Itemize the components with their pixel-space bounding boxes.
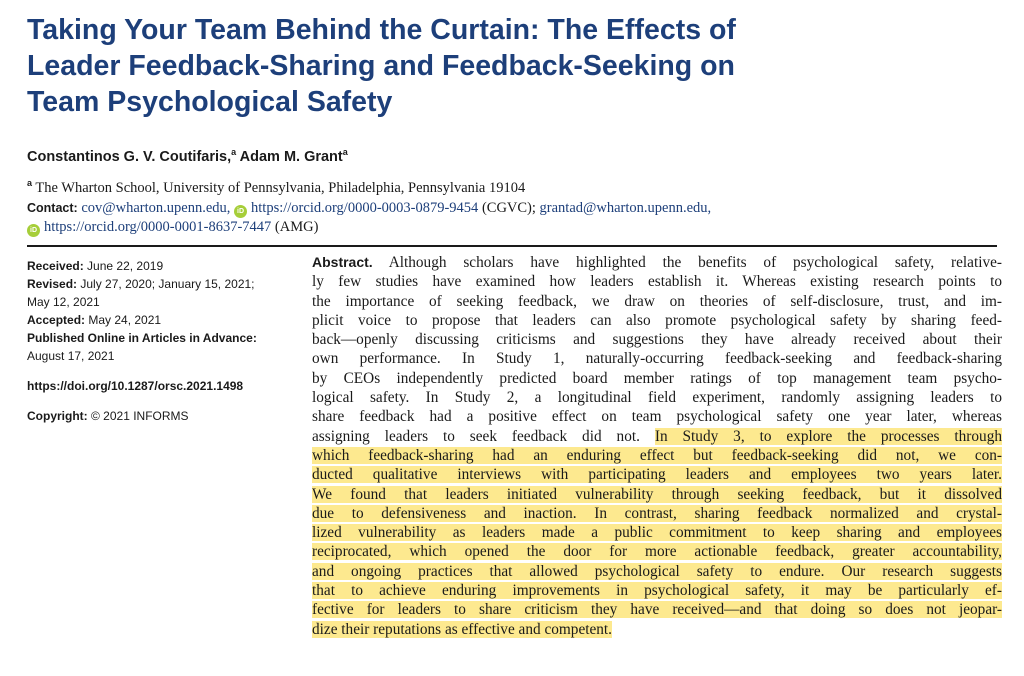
abstract-line: logical safety. In Study 2, a longitudinal field experiment, randomly assigning leaders to <box>312 389 1002 407</box>
abstract-line <box>312 446 1002 465</box>
highlight: reciprocated, which opened the door for more actionable feedback, greater accountability, <box>312 543 1002 561</box>
highlight: fective for leaders to share criticism they have received—and that doing so does not jeopar- <box>312 601 1002 619</box>
email-link[interactable]: cov@wharton.upenn.edu, <box>81 200 231 216</box>
orcid-icon: iD <box>27 224 40 237</box>
abstract-line <box>312 620 1002 639</box>
highlight: lized vulnerability as leaders made a public commitment to keep sharing and employees <box>312 524 1002 542</box>
divider <box>27 245 997 247</box>
highlight: which feedback-sharing had an enduring effect but feedback-seeking did not, we con- <box>312 446 1002 464</box>
abstract <box>312 253 1002 639</box>
highlight: dize their reputations as effective and competent. <box>312 620 613 638</box>
orcid-icon: iD <box>234 205 247 218</box>
abstract-line <box>312 600 1002 619</box>
affil-marker: a <box>27 178 33 188</box>
abstract-line: plicit voice to propose that leaders can also promote psychological safety by sharing feed- <box>312 311 1002 329</box>
abstract-line: back—openly discussing criticisms and suggestions they have already received about their <box>312 331 1002 349</box>
accepted-date: May 24, 2021 <box>88 313 162 327</box>
abstract-label: Abstract. <box>312 254 373 270</box>
abstract-line: Abstract. Although scholars have highlighted the benefits of psychological safety, relative- <box>312 254 1002 271</box>
highlight: In Study 3, to explore the processes through <box>654 427 1002 445</box>
abstract-line: by CEOs independently predicted board member ratings of top management team psycho- <box>312 369 1002 387</box>
abstract-line <box>312 523 1002 542</box>
orcid-note: (CGVC); <box>481 200 536 216</box>
published-label: Published Online in Articles in Advance: <box>27 331 257 345</box>
published-date: August 17, 2021 <box>27 349 115 363</box>
orcid-note: (AMG) <box>274 219 319 235</box>
abstract-line <box>312 562 1002 581</box>
author-list <box>27 147 348 165</box>
author-affil-marker: a <box>231 147 237 157</box>
highlight: ducted qualitative interviews with participating leaders and employees two years later. <box>312 466 1002 484</box>
title-line: Team Psychological Safety <box>27 86 393 118</box>
revised-dates: July 27, 2020; January 15, 2021; <box>80 277 255 291</box>
author-affil-marker: a <box>342 147 348 157</box>
highlight: due to defensiveness and inaction. In contrast, sharing feedback normalized and crystal- <box>312 504 1002 522</box>
affil-text: The Wharton School, University of Pennsylvania, Philadelphia, Pennsylvania 19104 <box>35 179 526 196</box>
abstract-line: assigning leaders to seek feedback did not. In Study 3, to explore the processes through <box>312 427 1002 445</box>
accepted-label: Accepted: <box>27 313 86 327</box>
contact-block <box>27 199 1007 237</box>
abstract-line <box>312 485 1002 504</box>
doi-link[interactable]: https://doi.org/10.1287/orsc.2021.1498 <box>27 379 244 393</box>
revised-label: Revised: <box>27 277 78 291</box>
paper-title <box>27 12 987 120</box>
copyright-text: © 2021 INFORMS <box>91 409 189 423</box>
affiliation <box>27 178 525 197</box>
abstract-line: the importance of seeking feedback, we draw on theories of self-disclosure, trust, and im- <box>312 292 1002 310</box>
abstract-line <box>312 581 1002 600</box>
orcid-link[interactable]: https://orcid.org/0000-0003-0879-9454 <box>251 200 479 216</box>
orcid-link[interactable]: https://orcid.org/0000-0001-8637-7447 <box>44 219 272 235</box>
highlight: and ongoing practices that allowed psychological safety to endure. Our research suggests <box>312 562 1002 580</box>
highlight: We found that leaders initiated vulnerability through seeking feedback, but it dissolved <box>312 485 1002 503</box>
article-metadata <box>27 257 292 425</box>
abstract-line <box>312 504 1002 523</box>
copyright-label: Copyright: <box>27 409 88 423</box>
abstract-line: share feedback had a positive effect on team psychological safety one year later, whereas <box>312 408 1002 426</box>
author-name: Constantinos G. V. Coutifaris, <box>27 148 232 165</box>
abstract-line <box>312 465 1002 484</box>
abstract-line: own performance. In Study 1, naturally-occurring feedback-seeking and feedback-sharing <box>312 350 1002 368</box>
received-label: Received: <box>27 259 84 273</box>
abstract-line: ly few studies have examined how leaders establish it. Whereas existing research points to <box>312 273 1002 291</box>
highlight: that to achieve enduring improvements in psychological safety, it may be particularly ef- <box>312 582 1002 600</box>
contact-label: Contact: <box>27 201 78 215</box>
abstract-line <box>312 542 1002 561</box>
author-name: Adam M. Grant <box>239 148 343 165</box>
email-link[interactable]: grantad@wharton.upenn.edu, <box>539 200 712 216</box>
title-line: Taking Your Team Behind the Curtain: The Effects of <box>27 14 736 46</box>
title-line: Leader Feedback-Sharing and Feedback-Seeking on <box>27 50 735 82</box>
revised-dates-cont: May 12, 2021 <box>27 295 100 309</box>
received-date: June 22, 2019 <box>87 259 164 273</box>
